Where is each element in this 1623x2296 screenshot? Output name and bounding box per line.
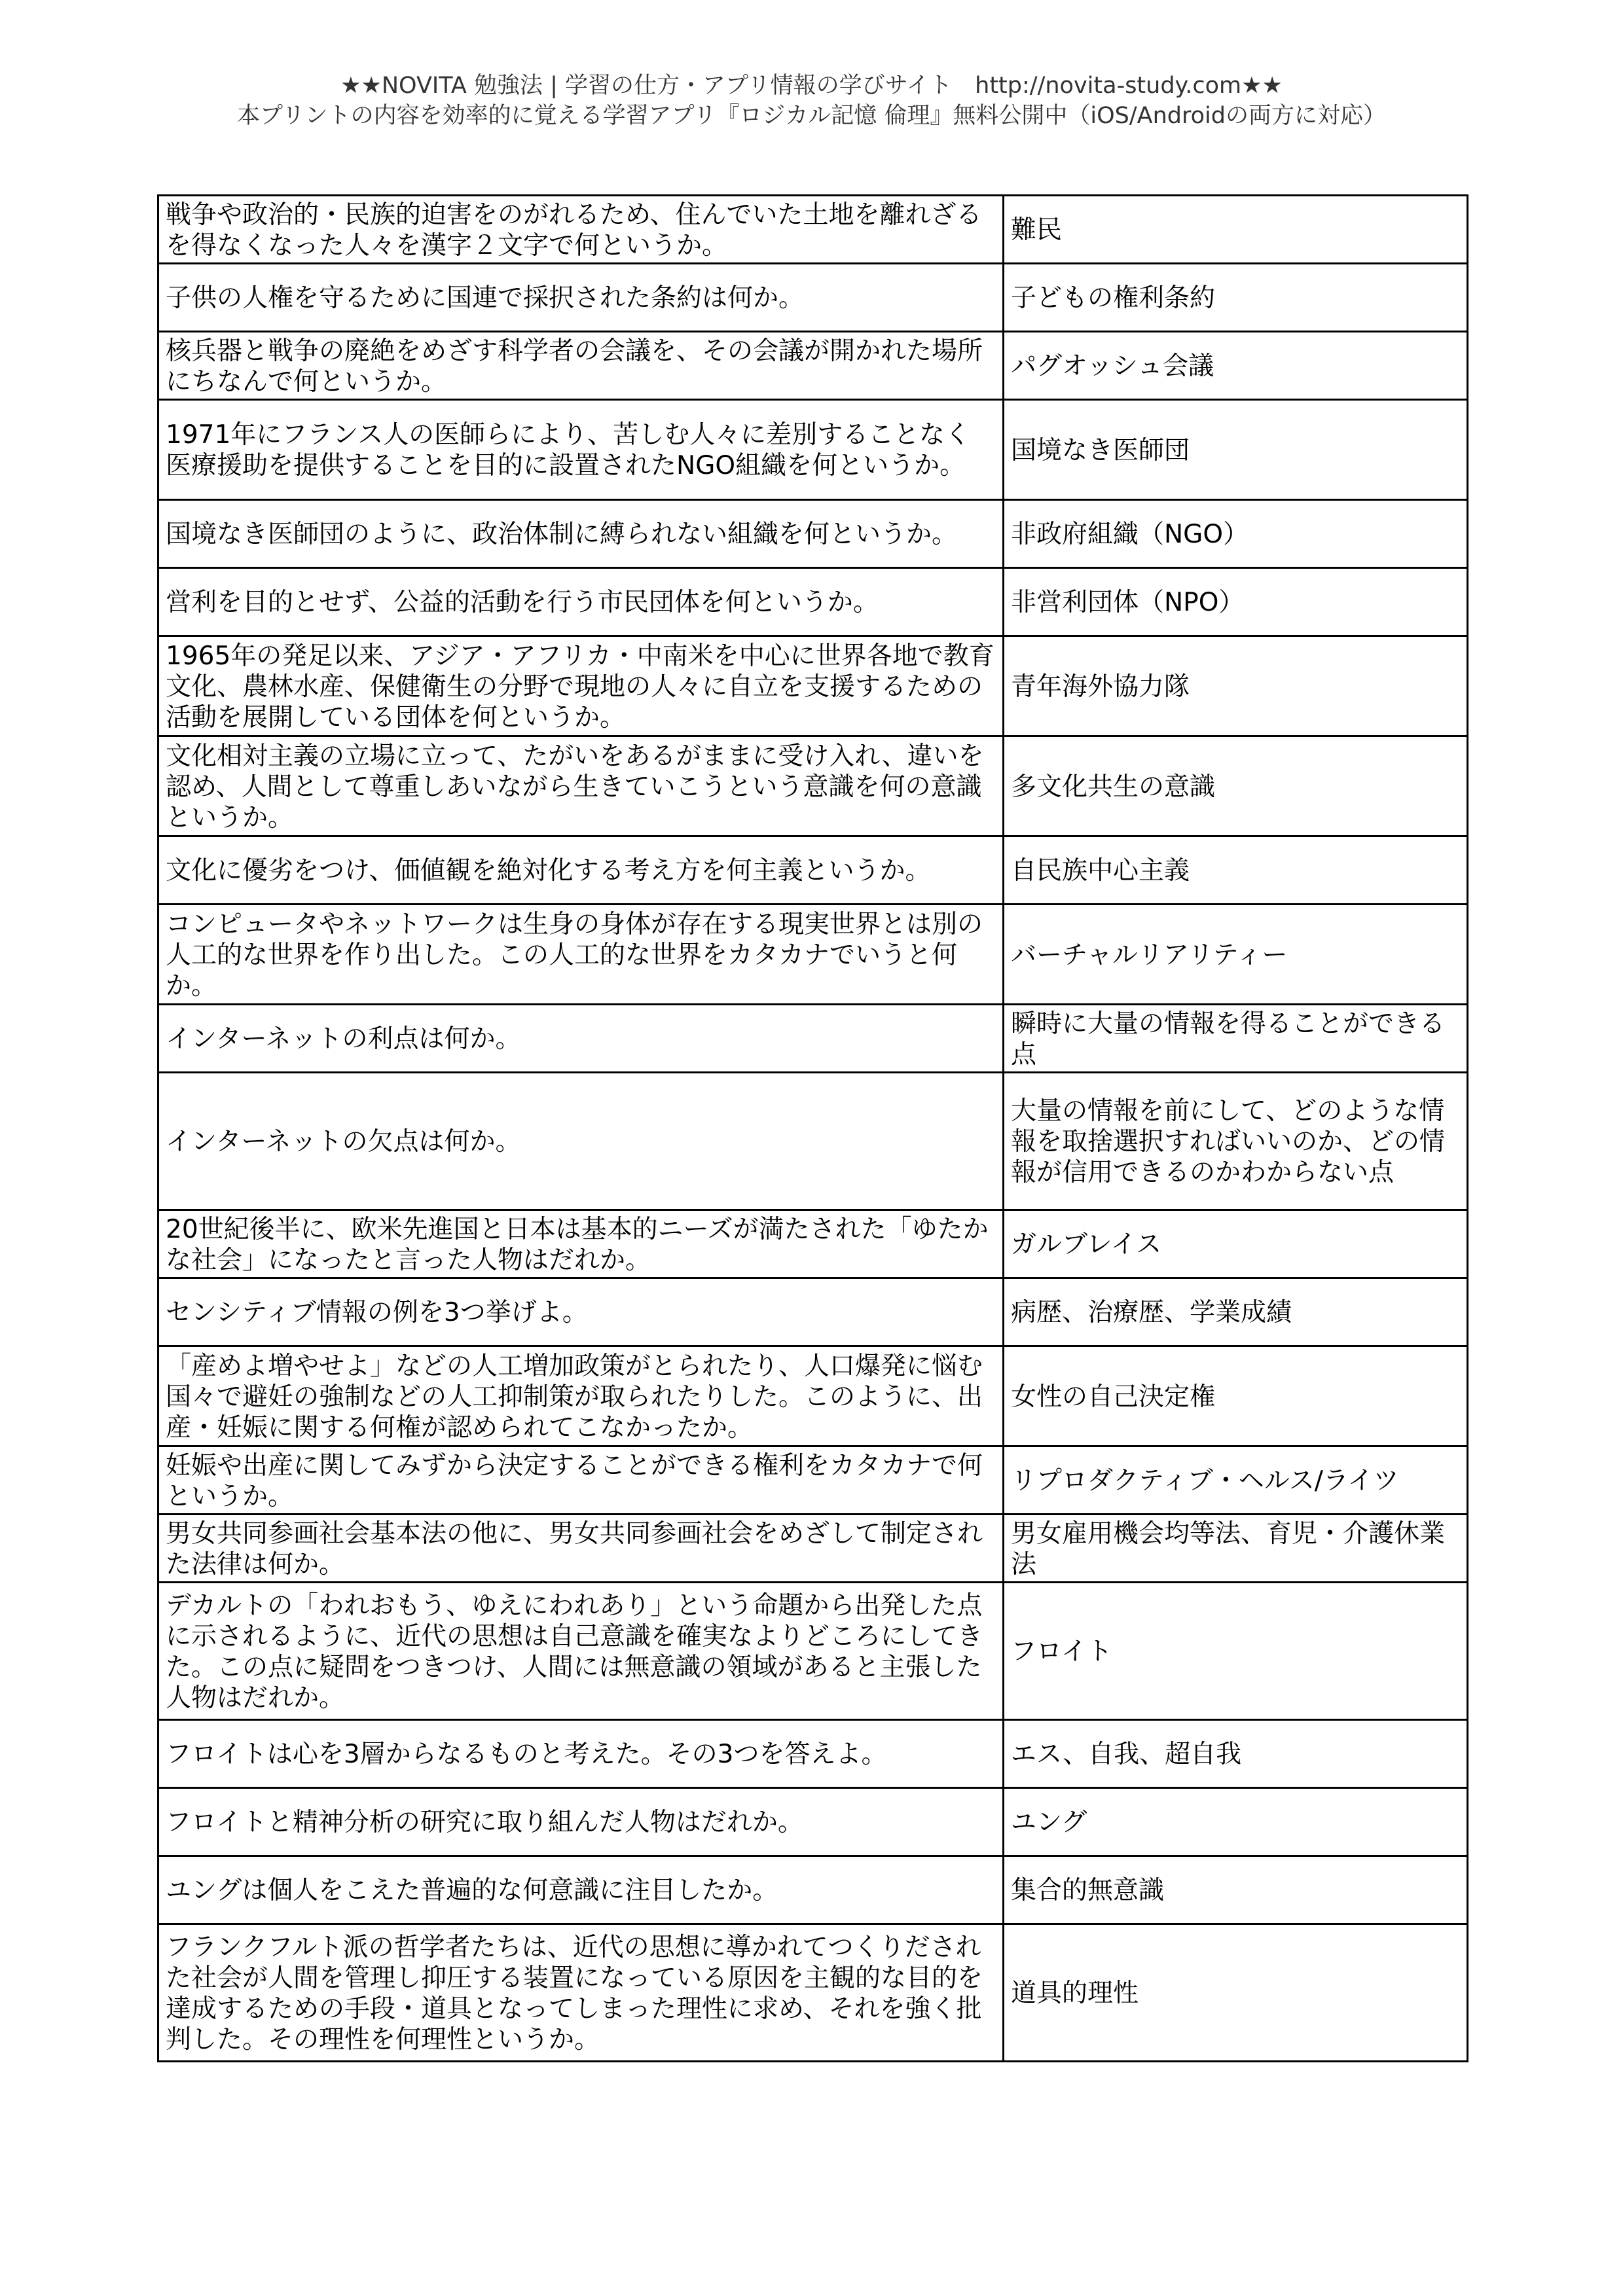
page-header: [0, 71, 1623, 131]
question-cell: 1971年にフランス人の医師らにより、苦しむ人々に差別することなく医療援助を提供することを目的に設置されたNGO組織を何というか。: [158, 400, 1004, 500]
answer-cell: ガルブレイス: [1004, 1210, 1468, 1278]
table-row: [158, 332, 1468, 400]
table-row: [158, 400, 1468, 500]
table-row: [158, 1278, 1468, 1346]
answer-cell: 瞬時に大量の情報を得ることができる点: [1004, 1005, 1468, 1073]
answer-cell: リプロダクティブ・ヘルス/ライツ: [1004, 1446, 1468, 1515]
question-cell: コンピュータやネットワークは生身の身体が存在する現実世界とは別の人工的な世界を作り出した。この人工的な世界をカタカナでいうと何か。: [158, 905, 1004, 1005]
question-cell: 子供の人権を守るために国連で採択された条約は何か。: [158, 264, 1004, 332]
answer-cell: 自民族中心主義: [1004, 836, 1468, 905]
answer-cell: エス、自我、超自我: [1004, 1720, 1468, 1788]
table-row: [158, 1515, 1468, 1583]
answer-cell: 青年海外協力隊: [1004, 636, 1468, 736]
table-row: [158, 264, 1468, 332]
answer-cell: 大量の情報を前にして、どのような情報を取捨選択すればいいのか、どの情報が信用できるのかわからない点: [1004, 1073, 1468, 1210]
table-row: [158, 1005, 1468, 1073]
table-row: [158, 636, 1468, 736]
question-cell: 1965年の発足以来、アジア・アフリカ・中南米を中心に世界各地で教育文化、農林水産、保健衛生の分野で現地の人々に自立を支援するための活動を展開している団体を何というか。: [158, 636, 1004, 736]
table-row: [158, 1583, 1468, 1720]
table-row: [158, 1446, 1468, 1515]
table-row: [158, 196, 1468, 264]
answer-cell: 非政府組織（NGO）: [1004, 500, 1468, 568]
question-cell: 「産めよ増やせよ」などの人工増加政策がとられたり、人口爆発に悩む国々で避妊の強制などの人工抑制策が取られたりした。このように、出産・妊娠に関する何権が認められてこなかったか。: [158, 1346, 1004, 1446]
question-cell: 文化相対主義の立場に立って、たがいをあるがままに受け入れ、違いを認め、人間として尊重しあいながら生きていこうという意識を何の意識というか。: [158, 736, 1004, 836]
answer-cell: ユング: [1004, 1788, 1468, 1856]
question-cell: センシティブ情報の例を3つ挙げよ。: [158, 1278, 1004, 1346]
question-cell: インターネットの利点は何か。: [158, 1005, 1004, 1073]
table-row: [158, 1788, 1468, 1856]
table-row: [158, 1073, 1468, 1210]
answer-cell: 非営利団体（NPO）: [1004, 568, 1468, 636]
answer-cell: 道具的理性: [1004, 1924, 1468, 2062]
table-row: [158, 568, 1468, 636]
table-row: [158, 1856, 1468, 1924]
question-cell: 妊娠や出産に関してみずから決定することができる権利をカタカナで何というか。: [158, 1446, 1004, 1515]
table-row: [158, 1346, 1468, 1446]
table-row: [158, 1210, 1468, 1278]
answer-cell: 集合的無意識: [1004, 1856, 1468, 1924]
answer-cell: 多文化共生の意識: [1004, 736, 1468, 836]
qa-table: [157, 194, 1468, 2062]
question-cell: 20世紀後半に、欧米先進国と日本は基本的ニーズが満たされた「ゆたかな社会」になったと言った人物はだれか。: [158, 1210, 1004, 1278]
header-site-line: ★★NOVITA 勉強法 | 学習の仕方・アプリ情報の学びサイト http://novita-study.com★★: [340, 73, 1283, 99]
answer-cell: バーチャルリアリティー: [1004, 905, 1468, 1005]
question-cell: 核兵器と戦争の廃絶をめざす科学者の会議を、その会議が開かれた場所にちなんで何というか。: [158, 332, 1004, 400]
question-cell: ユングは個人をこえた普遍的な何意識に注目したか。: [158, 1856, 1004, 1924]
answer-cell: 子どもの権利条約: [1004, 264, 1468, 332]
answer-cell: 女性の自己決定権: [1004, 1346, 1468, 1446]
question-cell: 戦争や政治的・民族的迫害をのがれるため、住んでいた土地を離れざるを得なくなった人々を漢字２文字で何というか。: [158, 196, 1004, 264]
answer-cell: 病歴、治療歴、学業成績: [1004, 1278, 1468, 1346]
answer-cell: 難民: [1004, 196, 1468, 264]
question-cell: 国境なき医師団のように、政治体制に縛られない組織を何というか。: [158, 500, 1004, 568]
question-cell: フロイトは心を3層からなるものと考えた。その3つを答えよ。: [158, 1720, 1004, 1788]
question-cell: 営利を目的とせず、公益的活動を行う市民団体を何というか。: [158, 568, 1004, 636]
table-row: [158, 1720, 1468, 1788]
question-cell: 文化に優劣をつけ、価値観を絶対化する考え方を何主義というか。: [158, 836, 1004, 905]
table-row: [158, 905, 1468, 1005]
answer-cell: フロイト: [1004, 1583, 1468, 1720]
question-cell: 男女共同参画社会基本法の他に、男女共同参画社会をめざして制定された法律は何か。: [158, 1515, 1004, 1583]
table-row: [158, 500, 1468, 568]
question-cell: フロイトと精神分析の研究に取り組んだ人物はだれか。: [158, 1788, 1004, 1856]
answer-cell: パグオッシュ会議: [1004, 332, 1468, 400]
question-cell: インターネットの欠点は何か。: [158, 1073, 1004, 1210]
question-cell: デカルトの「われおもう、ゆえにわれあり」という命題から出発した点に示されるように、近代の思想は自己意識を確実なよりどころにしてきた。この点に疑問をつきつけ、人間には無意識の領域があると主張した人物はだれか。: [158, 1583, 1004, 1720]
table-row: [158, 1924, 1468, 2062]
table-row: [158, 836, 1468, 905]
question-cell: フランクフルト派の哲学者たちは、近代の思想に導かれてつくりだされた社会が人間を管理し抑圧する装置になっている原因を主観的な目的を達成するための手段・道具となってしまった理性に求め、それを強く批判した。その理性を何理性というか。: [158, 1924, 1004, 2062]
table-row: [158, 736, 1468, 836]
answer-cell: 男女雇用機会均等法、育児・介護休業法: [1004, 1515, 1468, 1583]
answer-cell: 国境なき医師団: [1004, 400, 1468, 500]
header-app-promo-line: 本プリントの内容を効率的に覚える学習アプリ『ロジカル記憶 倫理』無料公開中（iOS/Androidの両方に対応）: [237, 103, 1386, 129]
